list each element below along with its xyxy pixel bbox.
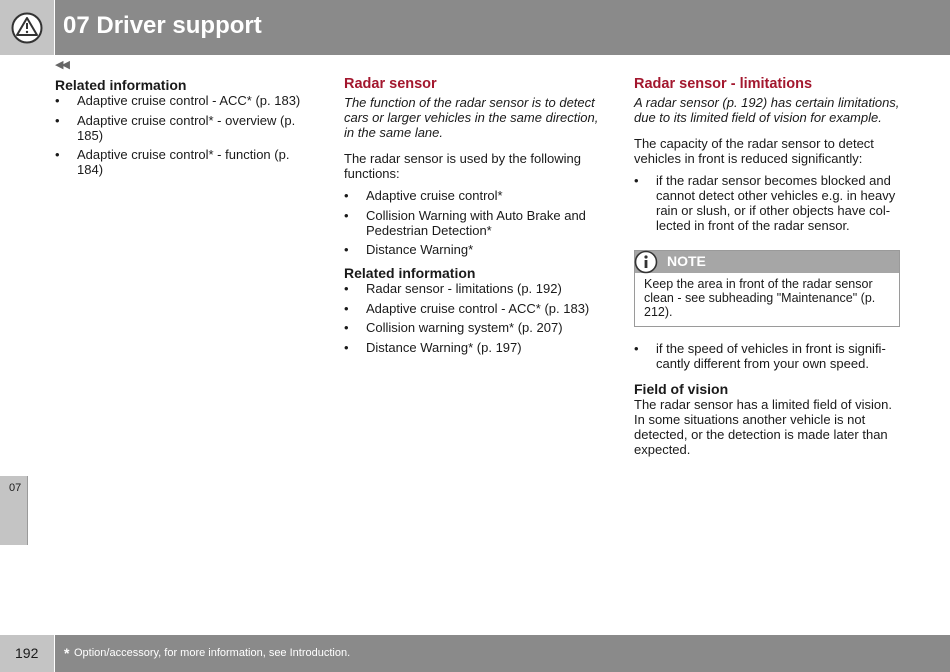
page-title: 07 Driver support: [63, 12, 262, 39]
page-number: 192: [15, 645, 39, 661]
field-of-vision-text: The radar sensor has a limited field of vision. In some situations another vehicle is not detected, or the detection is made later than expected.: [634, 397, 892, 457]
intro-text: The function of the radar sensor is to detect cars or larger vehicles in the same direction, in the same lane.: [344, 95, 599, 140]
list-item[interactable]: • Adaptive cruise control - ACC* (p. 183): [55, 93, 310, 108]
list-item[interactable]: • Adaptive cruise control - ACC* (p. 183): [344, 301, 599, 316]
column-1: [55, 76, 310, 182]
footnote-text: Option/accessory, for more information, see Introduction.: [74, 647, 351, 659]
related-info-heading: Related information: [344, 265, 476, 281]
note-box: [634, 250, 900, 327]
column-2: [344, 76, 599, 359]
list-item[interactable]: • Distance Warning* (p. 197): [344, 340, 599, 355]
functions-list: [344, 188, 599, 257]
footer-bar: [55, 635, 950, 672]
related-info-list: [55, 93, 310, 177]
chapter-tab[interactable]: [0, 476, 28, 545]
list-item[interactable]: • Collision warning system* (p. 207): [344, 320, 599, 335]
list-item[interactable]: • Radar sensor - limitations (p. 192): [344, 281, 599, 296]
limitations-list: [634, 173, 900, 233]
note-text: Keep the area in front of the radar sensor clean - see subheading "Maintenance" (p. 212).: [644, 277, 876, 319]
header-bar: [55, 0, 950, 55]
field-of-vision-heading: Field of vision: [634, 381, 729, 397]
section-title-radar-limitations: Radar sensor - limitations: [634, 76, 813, 92]
intro-text: A radar sensor (p. 192) has certain limitations, due to its limited field of vision for example.: [634, 95, 900, 125]
info-icon: [634, 250, 658, 274]
footnote-star: *: [64, 645, 70, 661]
related-info-heading: Related information: [55, 77, 187, 93]
note-title: NOTE: [667, 253, 706, 269]
note-header: [635, 251, 899, 273]
list-item: • if the radar sensor becomes blocked and cannot detect other vehicles e.g. in heavy rain or slush, or if other objects have col-lected in front of the radar sensor.: [634, 173, 900, 233]
column-3: [634, 76, 900, 464]
list-item: • Collision Warning with Auto Brake and Pedestrian Detection*: [344, 208, 599, 238]
list-item[interactable]: • Adaptive cruise control* - function (p. 184): [55, 147, 310, 177]
related-info-list: [344, 281, 599, 355]
chapter-tab-label: 07: [9, 482, 22, 494]
limitations-list-continued: [634, 341, 900, 371]
body-paragraph: The capacity of the radar sensor to detect vehicles in front is reduced significantly:: [634, 136, 874, 166]
section-title-radar-sensor: Radar sensor: [344, 76, 437, 92]
list-item[interactable]: • Adaptive cruise control* - overview (p. 185): [55, 113, 310, 143]
warning-triangle-icon: [11, 12, 43, 44]
page-number-box: [0, 635, 54, 672]
header-icon-box: [0, 0, 54, 55]
list-item: • Distance Warning*: [344, 242, 599, 257]
list-item: • if the speed of vehicles in front is signifi-cantly different from your own speed.: [634, 341, 900, 371]
back-link[interactable]: ◀◀: [55, 59, 68, 71]
body-paragraph: The radar sensor is used by the following functions:: [344, 151, 582, 181]
list-item: • Adaptive cruise control*: [344, 188, 599, 203]
